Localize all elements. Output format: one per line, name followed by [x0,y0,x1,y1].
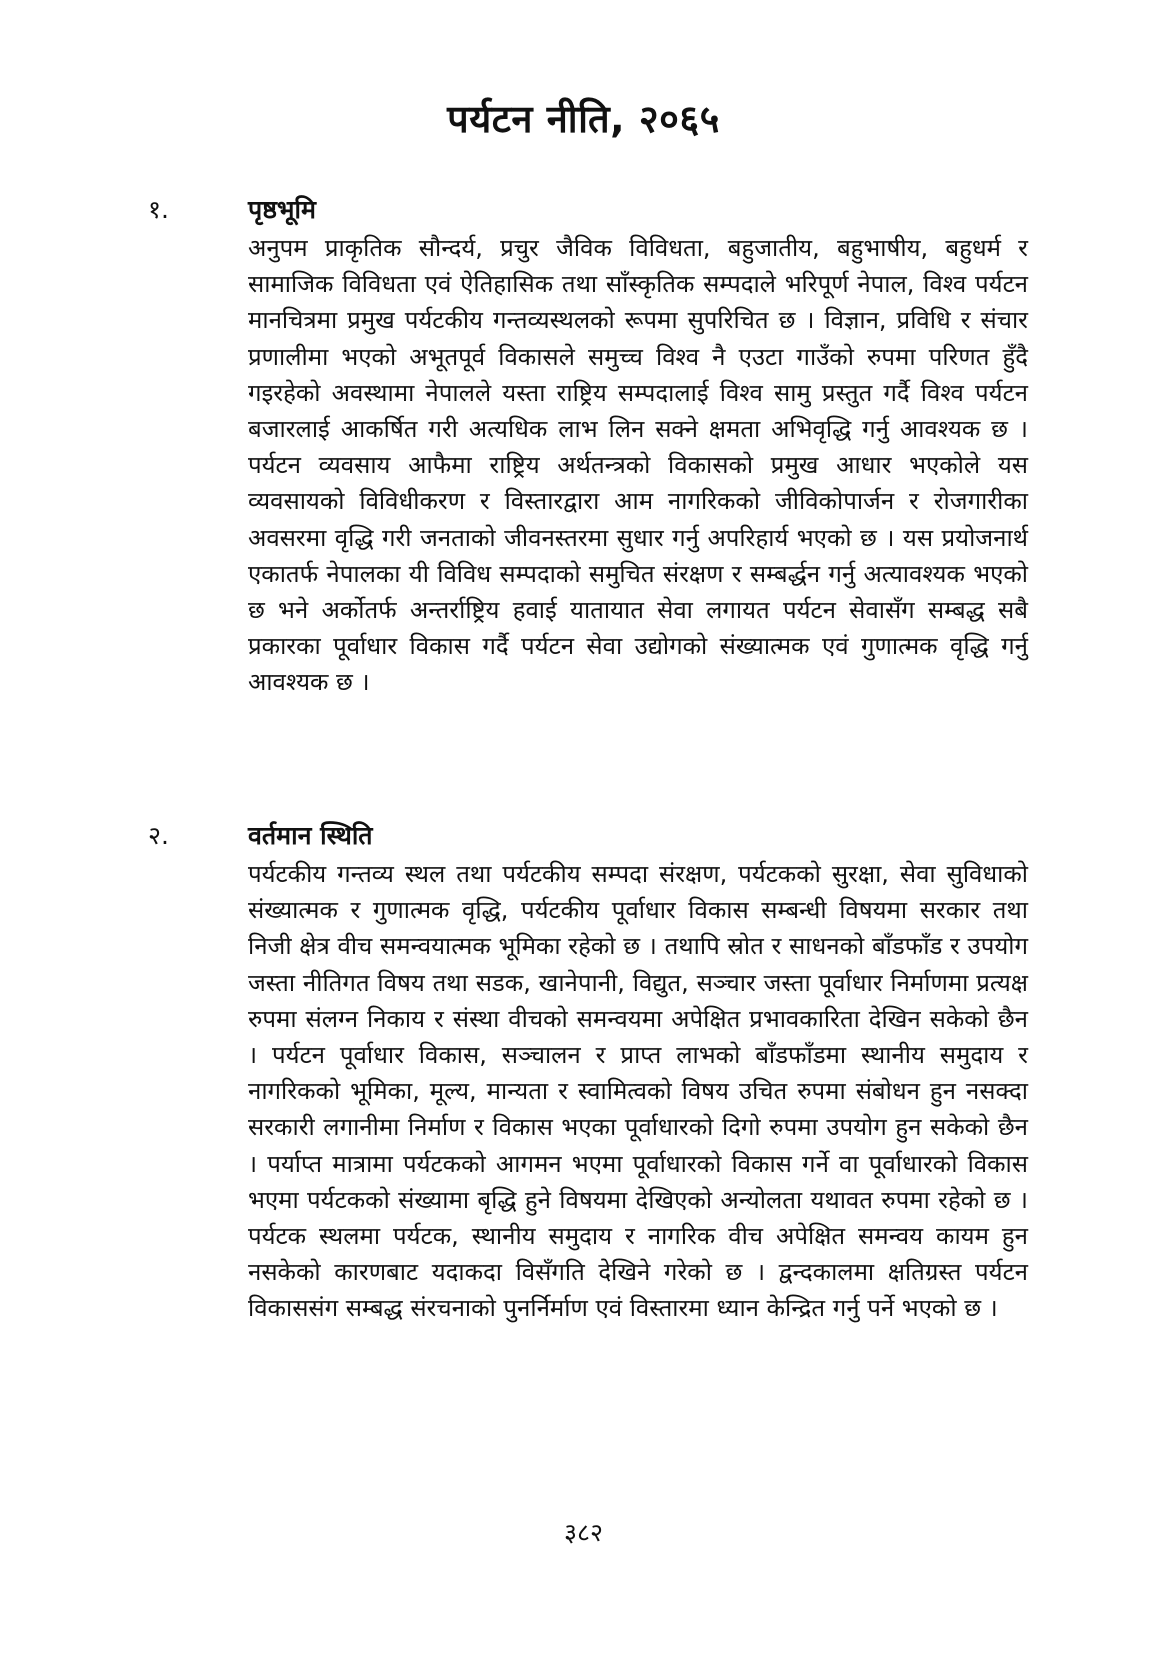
section-paragraph: अनुपम प्राकृतिक सौन्दर्य, प्रचुर जैविक विविधता, बहुजातीय, बहुभाषीय, बहुधर्म र सामाजिक विविधता एवं ऐतिहासिक तथा साँस्कृतिक सम्पदाले भरिपूर्ण नेपाल, विश्व पर्यटन मानचित्रमा प्रमुख पर्यटकीय गन्तव्यस्थलको रूपमा सुपरिचित छ । विज्ञान, प्रविधि र संचार प्रणालीमा भएको अभूतपूर्व विकासले समुच्च विश्व नै एउटा गाउँको रुपमा परिणत हुँदै गइरहेको अवस्थामा नेपालले यस्ता राष्ट्रिय सम्पदालाई विश्व सामु प्रस्तुत गर्दै विश्व पर्यटन बजारलाई आकर्षित गरी अत्यधिक लाभ लिन सक्ने क्षमता अभिवृद्धि गर्नु आवश्यक छ । पर्यटन व्यवसाय आफैमा राष्ट्रिय अर्थतन्त्रको विकासको प्रमुख आधार भएकोले यस व्यवसायको विविधीकरण र विस्तारद्वारा आम नागरिकको जीविकोपार्जन र रोजगारीका अवसरमा वृद्धि गरी जनताको जीवनस्तरमा सुधार गर्नु अपरिहार्य भएको छ । यस प्रयोजनार्थ एकातर्फ नेपालका यी विविध सम्पदाको समुचित संरक्षण र सम्बर्द्धन गर्नु अत्यावश्यक भएको छ भने अर्कोतर्फ अन्तर्राष्ट्रिय हवाई यातायात सेवा लगायत पर्यटन सेवासँग सम्बद्ध सबै प्रकारका पूर्वाधार विकास गर्दै पर्यटन सेवा उद्योगको संख्यात्मक एवं गुणात्मक वृद्धि गर्नु आवश्यक छ । [248,234,1028,697]
section-paragraph: पर्यटकीय गन्तव्य स्थल तथा पर्यटकीय सम्पदा संरक्षण, पर्यटकको सुरक्षा, सेवा सुविधाको संख्यात्मक र गुणात्मक वृद्धि, पर्यटकीय पूर्वाधार विकास सम्बन्धी विषयमा सरकार तथा निजी क्षेत्र वीच समन्वयात्मक भूमिका रहेको छ । तथापि स्रोत र साधनको बाँडफाँड र उपयोग जस्ता नीतिगत विषय तथा सडक, खानेपानी, विद्युत, सञ्चार जस्ता पूर्वाधार निर्माणमा प्रत्यक्ष रुपमा संलग्न निकाय र संस्था वीचको समन्वयमा अपेक्षित प्रभावकारिता देखिन सकेको छैन । पर्यटन पूर्वाधार विकास, सञ्चालन र प्राप्त लाभको बाँडफाँडमा स्थानीय समुदाय र नागरिकको भूमिका, मूल्य, मान्यता र स्वामित्वको विषय उचित रुपमा संबोधन हुन नसक्दा सरकारी लगानीमा निर्माण र विकास भएका पूर्वाधारको दिगो रुपमा उपयोग हुन सकेको छैन । पर्याप्त मात्रामा पर्यटकको आगमन भएमा पूर्वाधारको विकास गर्ने वा पूर्वाधारको विकास भएमा पर्यटकको संख्यामा बृद्धि हुने विषयमा देखिएको अन्योलता यथावत रुपमा रहेको छ । पर्यटक स्थलमा पर्यटक, स्थानीय समुदाय र नागरिक वीच अपेक्षित समन्वय कायम हुन नसकेको कारणबाट यदाकदा विसँगति देखिने गरेको छ । द्वन्दकालमा क्षतिग्रस्त पर्यटन विकाससंग सम्बद्ध संरचनाको पुनर्निर्माण एवं विस्तारमा ध्यान केन्द्रित गर्नु पर्ने भएको छ । [248,860,1028,1323]
section-number: १. [148,195,169,224]
page-number: ३८२ [563,1518,603,1547]
section-body [248,190,1028,701]
section-heading: पृष्ठभूमि [248,195,316,224]
section-body [248,816,1028,1327]
section-number: २. [148,821,169,850]
document-title: पर्यटन नीति, २०६५ [447,97,720,141]
section-heading: वर्तमान स्थिति [248,821,373,850]
